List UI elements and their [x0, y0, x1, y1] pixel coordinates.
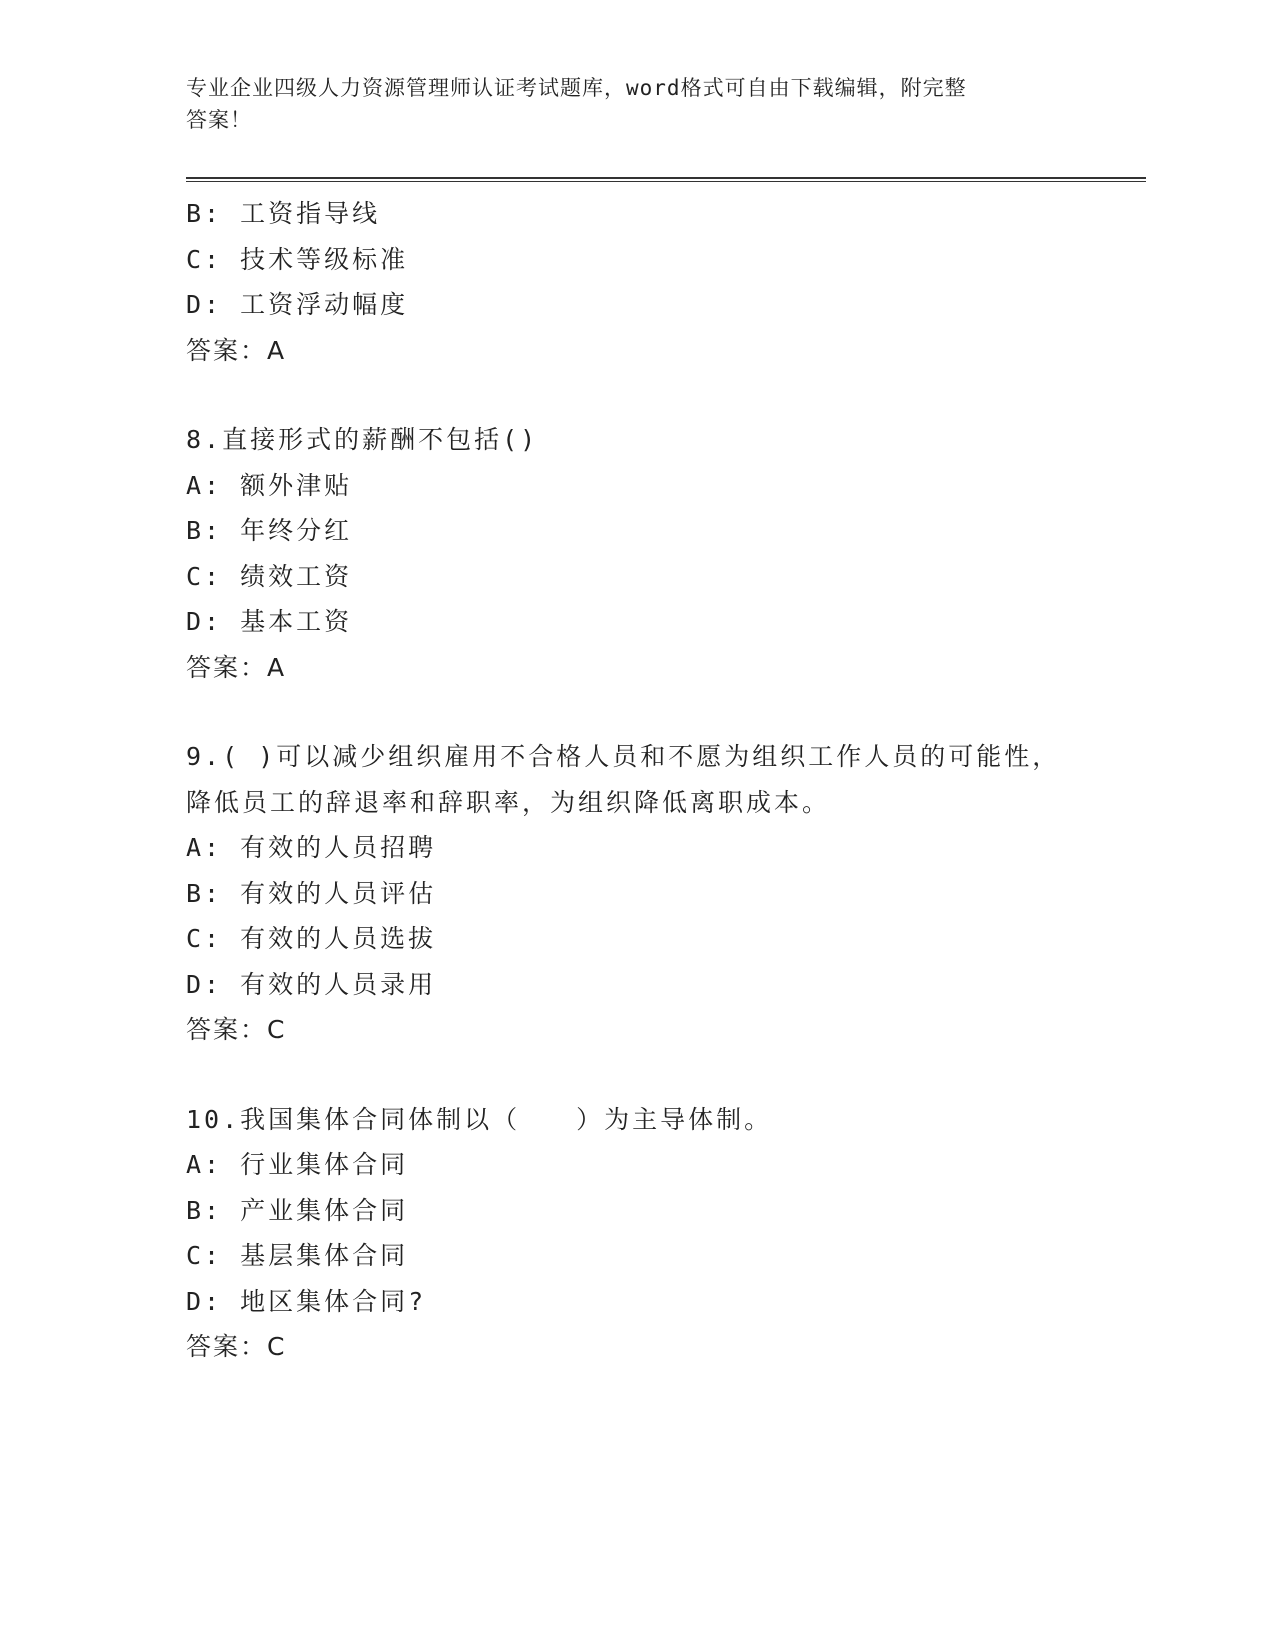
header-divider-thin: [186, 181, 1146, 182]
option-c: C: 有效的人员选拔: [186, 924, 437, 953]
question-text-line-2: 降低员工的辞退率和辞职率，为组织降低离职成本。: [186, 787, 831, 817]
option-d: D: 工资浮动幅度: [186, 290, 409, 319]
answer: 答案：A: [186, 335, 287, 365]
question-text: 10.我国集体合同体制以（ ）为主导体制。: [186, 1104, 773, 1134]
option-c: C: 基层集体合同: [186, 1241, 409, 1270]
question-list: [186, 191, 1086, 1370]
question-7-tail: [186, 191, 1086, 373]
option-b: B: 产业集体合同: [186, 1195, 409, 1225]
question-10: [186, 1097, 1086, 1370]
header-divider: [186, 177, 1146, 179]
question-9: [186, 734, 1086, 1053]
header-line-1: 专业企业四级人力资源管理师认证考试题库，word格式可自由下载编辑，附完整: [186, 76, 967, 100]
question-8: [186, 417, 1086, 690]
option-d: D: 地区集体合同?: [186, 1286, 427, 1316]
answer: 答案：C: [186, 1015, 287, 1044]
option-b: B: 有效的人员评估: [186, 878, 437, 908]
option-c: C: 绩效工资: [186, 561, 353, 591]
option-a: A: 额外津贴: [186, 470, 353, 500]
option-b: B: 工资指导线: [186, 199, 381, 228]
answer: 答案：C: [186, 1332, 287, 1361]
option-a: A: 有效的人员招聘: [186, 833, 437, 862]
header-line-2: 答案！: [186, 108, 252, 132]
option-d: D: 基本工资: [186, 607, 353, 636]
answer: 答案：A: [186, 652, 287, 682]
question-text-line-1: 9.( )可以减少组织雇用不合格人员和不愿为组织工作人员的可能性，: [186, 742, 1061, 771]
option-a: A: 行业集体合同: [186, 1150, 409, 1179]
document-header: [186, 72, 1056, 136]
option-c: C: 技术等级标准: [186, 244, 409, 274]
option-b: B: 年终分红: [186, 516, 353, 545]
question-text: 8.直接形式的薪酬不包括(): [186, 425, 539, 454]
option-d: D: 有效的人员录用: [186, 969, 437, 999]
